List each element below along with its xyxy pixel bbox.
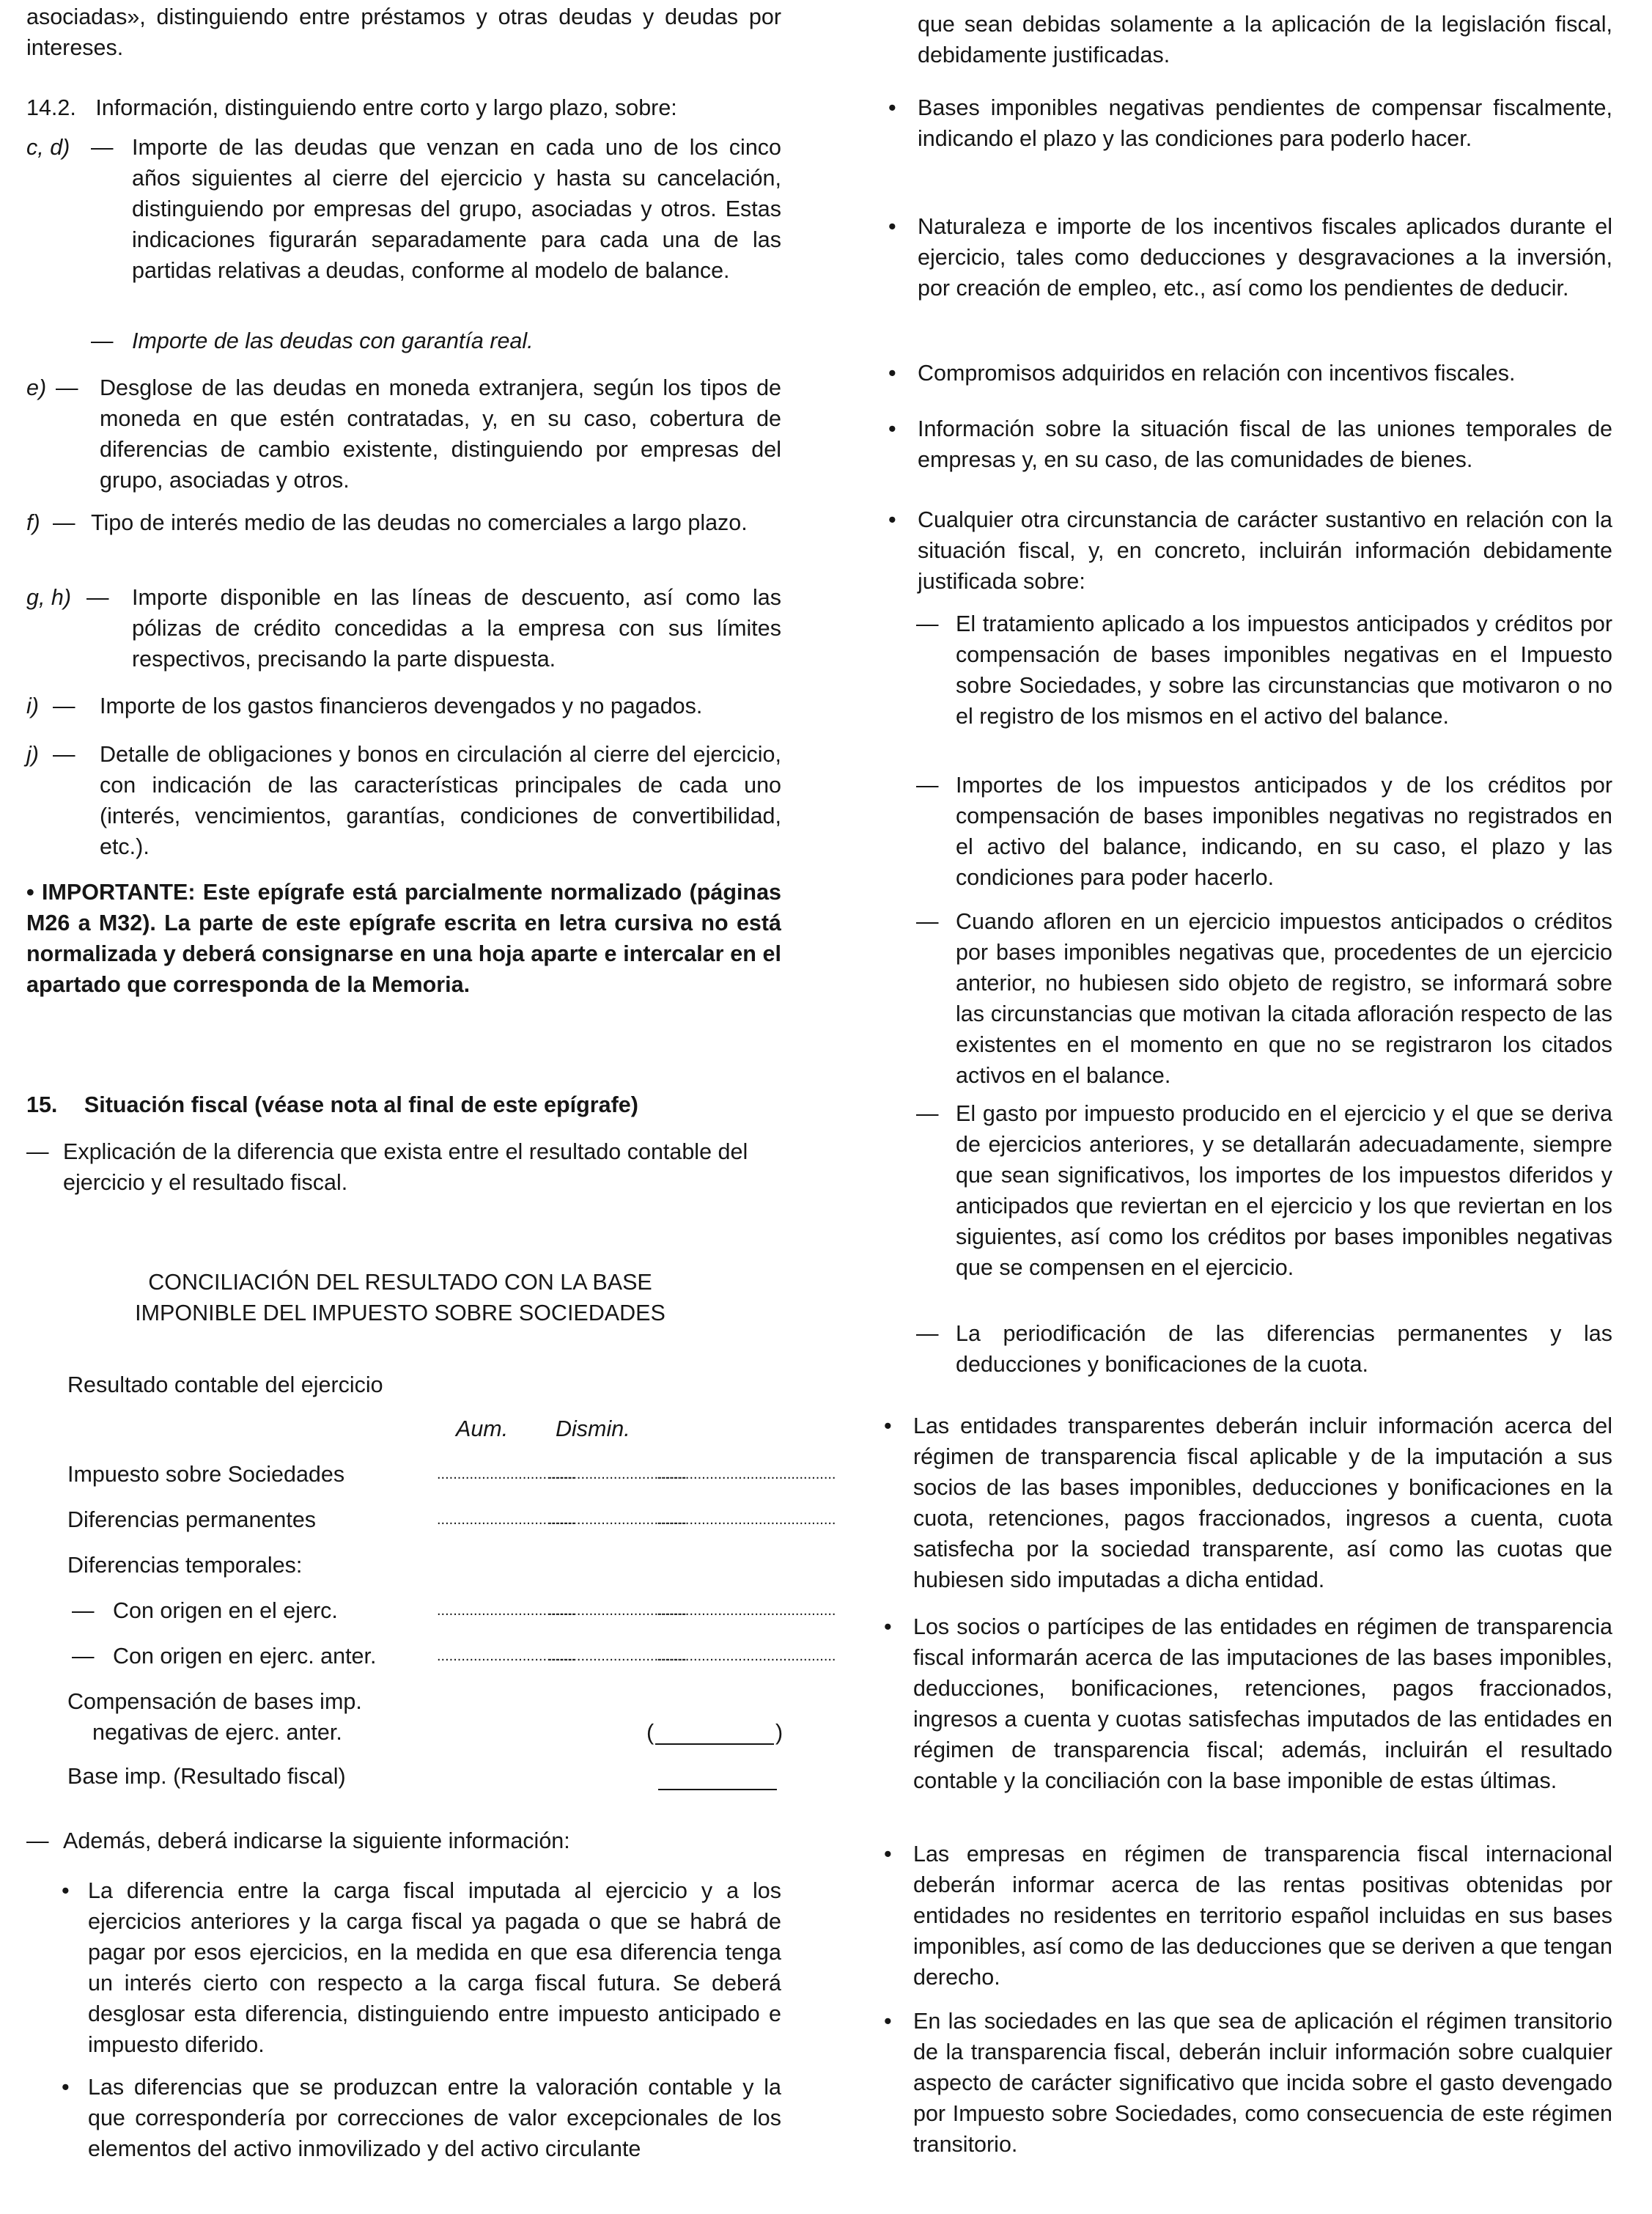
item-text: Importe disponible en las líneas de descuento, así como las pólizas de crédito concedidas a la empresa con sus límites respectivos, precisando la parte dispuesta. [132,585,781,672]
table-row [26,1686,781,1748]
section-15-heading [26,1089,781,1120]
table-row [26,1641,836,1671]
col-header-aum: Aum. [456,1416,509,1441]
item-text: Además, deberá indicarse la siguiente información: [63,1828,570,1853]
dotted-field: .................................. [437,1603,575,1619]
bullet-icon: • [884,1614,892,1639]
item-text: Importe de las deudas con garantía real. [132,328,534,353]
bullet-icon: • [888,507,896,532]
dash-icon: — [916,909,939,934]
bullet-text: Cualquier otra circunstancia de carácter sustantivo en relación con la situación fiscal, y, en concreto, incluirán información debidamente justificada sobre: [918,507,1612,594]
item-label: g, h) [26,585,72,610]
list-item [26,507,781,538]
list-item [26,326,781,356]
bullet-icon: • [62,1878,70,1903]
dash-icon: — [916,1101,939,1126]
dash-item [916,770,1612,893]
dotted-field: .................................. [548,1466,687,1482]
bullet-item [884,2006,1612,2160]
row-dash: — [72,1598,95,1623]
dotted-field: ............................................ [657,1512,836,1528]
dotted-field: .................................. [548,1512,687,1528]
dash-item [916,608,1612,732]
dash-text: La periodificación de las diferencias permanentes y las deducciones y bonificaciones de la cuota. [956,1321,1612,1377]
item-dash: — [53,694,75,718]
item-label: f) [26,510,40,535]
item-label: i) [26,694,39,718]
dotted-field: .................................. [437,1466,575,1482]
row-dash: — [72,1644,95,1669]
dotted-field: .................................. [437,1512,575,1528]
row-label: negativas de ejerc. anter. [92,1720,342,1745]
bullet-text: Los socios o partícipes de las entidades en régimen de transparencia fiscal informarán acerca de las imputaciones de las bases imponibles, deducciones, bonificaciones, retenciones, pagos fraccionados, ingresos a cuenta y cuotas satisfechas imputados de las entidades en régimen de transparencia fiscal; además, incluirán el resultado contable y la conciliación con la base imponible de estas últimas. [913,1614,1612,1793]
bullet-icon: • [888,214,896,239]
dash-text: Cuando afloren en un ejercicio impuestos anticipados o créditos por bases imponibles negativas que, procedentes de un ejercicio anterior, no hubiesen sido objeto de registro, se informará sobre las circunstancias que motivan la citada afloración respecto de las existentes en el momento en que no se registraron los citados activos en el balance. [956,909,1612,1088]
table-title-line: IMPONIBLE DEL IMPUESTO SOBRE SOCIEDADES [135,1301,665,1325]
row-label: Impuesto sobre Sociedades [67,1462,345,1487]
table-row [26,1459,836,1490]
dash-icon: — [916,1321,939,1346]
list-item [26,372,781,496]
bullet-text: La diferencia entre la carga fiscal imputada al ejercicio y a los ejercicios anteriores y la carga fiscal ya pagada o que se habrá de pagar por esos ejercicios, en la medida en que esa diferencia tenga un interés cierto con respecto a la carga fiscal futura. Se deberá desglosar esta diferencia, distinguiendo entre impuesto anticipado e impuesto diferido. [88,1878,781,2057]
bullet-icon: • [888,361,896,386]
item-label: e) [26,375,47,400]
paren-close: ) [775,1720,783,1745]
input-line [658,1789,777,1790]
list-item [26,582,781,674]
bullet-icon: • [884,1842,892,1867]
list-item [26,1825,781,1856]
section-number: 14.2. [26,95,76,120]
item-text: Detalle de obligaciones y bonos en circulación al cierre del ejercicio, con indicación de las características principales de cada uno (interés, vencimientos, garantías, condiciones de convertibilidad, etc.). [100,742,781,859]
list-item [26,691,781,721]
bullet-item [888,504,1612,597]
item-text: Desglose de las deudas en moneda extranjera, según los tipos de moneda en que estén contratadas, y, en su caso, cobertura de diferencias de cambio existente, distinguiendo por empresas del grupo, asociadas y otros. [100,375,781,493]
bullet-item [884,1611,1612,1796]
dash-icon: — [916,773,939,798]
bullet-item [888,413,1612,475]
bullet-text: Las empresas en régimen de transparencia fiscal internacional deberán informar acerca de las rentas positivas obtenidas por entidades no residentes en territorio español incluidas en sus bases imponibles, así como de las deducciones que se deriven a que tengan derecho. [913,1842,1612,1990]
bullet-item [888,211,1612,304]
row-label: Con origen en ejerc. anter. [113,1644,377,1669]
input-line [655,1743,774,1745]
section-number: 15. [26,1092,58,1117]
item-text: Explicación de la diferencia que exista entre el resultado contable del ejercicio y el resultado fiscal. [63,1139,748,1195]
table-title [26,1267,774,1328]
dotted-field: ............................................ [657,1603,836,1619]
bullet-item [62,2072,781,2164]
table-result-label: Resultado contable del ejercicio [67,1372,383,1397]
bullet-item [888,92,1612,154]
paren-open: ( [646,1720,654,1745]
bullet-text: Información sobre la situación fiscal de las uniones temporales de empresas y, en su caso, de las comunidades de bienes. [918,416,1612,472]
section-text: Información, distinguiendo entre corto y largo plazo, sobre: [95,95,677,120]
bullet-text: Las diferencias que se produzcan entre la valoración contable y la que correspondería por correcciones de valor excepcionales de los elementos del activo inmovilizado y del activo circulante [88,2075,781,2161]
important-note: • IMPORTANTE: Este epígrafe está parcialmente normalizado (páginas M26 a M32). La parte de este epígrafe escrita en letra cursiva no está normalizada y deberá consignarse en una hoja aparte e intercalar en el apartado que corresponda de la Memoria. [26,880,781,997]
item-text: Importe de las deudas que venzan en cada uno de los cinco años siguientes al cierre del ejercicio y hasta su cancelación, distinguiendo por empresas del grupo, asociadas y otros. Estas indicaciones figurarán separadamente para cada una de las partidas relativas a deudas, conforme al modelo de balance. [132,135,781,283]
item-dash: — [91,135,114,160]
item-dash: — [56,375,78,400]
table-row [26,1595,836,1626]
row-label: Compensación de bases imp. [67,1689,362,1714]
item-dash: — [53,742,75,767]
bullet-text: Las entidades transparentes deberán incluir información acerca del régimen de transparencia fiscal aplicable y de la imputación a sus socios de las bases imponibles, deducciones y bonificaciones en la cuota, retenciones, pagos fraccionados, ingresos a cuenta, cuota satisfecha por la sociedad transparente, así como las cuotas que hubiesen sido imputadas a dicha entidad. [913,1413,1612,1592]
bullet-text: En las sociedades en las que sea de aplicación el régimen transitorio de la transparencia fiscal, deberán incluir información sobre cualquier aspecto de carácter significativo que incida sobre el gasto devengado por Impuesto sobre Sociedades, como consecuencia de este régimen transitorio. [913,2009,1612,2157]
intro-paragraph: asociadas», distinguiendo entre préstamos y otras deudas y deudas por intereses. [26,4,781,60]
bullet-item [888,358,1612,389]
dotted-field: .................................. [548,1648,687,1664]
dash-item [916,1098,1612,1283]
row-label: Diferencias temporales: [67,1553,303,1578]
item-text: Tipo de interés medio de las deudas no comerciales a largo plazo. [91,510,748,535]
bullet-item [62,1875,781,2060]
table-row [26,1761,781,1792]
item-dash: — [26,1139,49,1164]
bullet-icon: • [884,1413,892,1438]
bullet-item [884,1411,1612,1595]
item-label: c, d) [26,135,70,160]
dotted-field: ............................................ [657,1648,836,1664]
item-dash: — [91,328,114,353]
list-item [26,132,781,286]
dotted-field: .................................. [548,1603,687,1619]
item-label: j) [26,742,39,767]
bullet-item [884,1839,1612,1993]
col-header-dismin: Dismin. [556,1416,630,1441]
bullet-icon: • [888,416,896,441]
dotted-field: .................................. [437,1648,575,1664]
dash-text: El gasto por impuesto producido en el ejercicio y el que se deriva de ejercicios anteriores, y se detallarán adecuadamente, siempre que sean significativos, los importes de los impuestos diferidos y anticipados que reviertan en el ejercicio y los que reviertan en los siguientes, así como los créditos por bases imponibles negativas que se compensen en el ejercicio. [956,1101,1612,1280]
item-dash: — [86,585,109,610]
item-dash: — [53,510,75,535]
row-label: Con origen en el ejerc. [113,1598,338,1623]
dash-text: El tratamiento aplicado a los impuestos anticipados y créditos por compensación de bases imponibles negativas en el Impuesto sobre Sociedades, y sobre las circunstancias que motivaron o no el registro de los mismos en el activo del balance. [956,611,1612,729]
table-title-line: CONCILIACIÓN DEL RESULTADO CON LA BASE [148,1270,652,1295]
bullet-text: Bases imponibles negativas pendientes de compensar fiscalmente, indicando el plazo y las condiciones para poderlo hacer. [918,95,1612,151]
dash-text: Importes de los impuestos anticipados y de los créditos por compensación de bases imponibles negativas no registrados en el activo del balance, indicando, en su caso, el plazo y las condiciones para poder hacerlo. [956,773,1612,890]
bullet-icon: • [62,2075,70,2100]
table-row [26,1504,836,1535]
section-title: Situación fiscal (véase nota al final de este epígrafe) [84,1092,638,1117]
item-text: Importe de los gastos financieros devengados y no pagados. [100,694,703,718]
dash-item [916,1318,1612,1380]
bullet-text: Compromisos adquiridos en relación con incentivos fiscales. [918,361,1516,386]
row-label: Base imp. (Resultado fiscal) [67,1764,346,1789]
dotted-field: ............................................ [657,1466,836,1482]
bullet-icon: • [888,95,896,120]
row-label: Diferencias permanentes [67,1507,317,1532]
dash-item [916,906,1612,1091]
table-row [26,1550,781,1581]
dash-icon: — [916,611,939,636]
section-14-2-heading [26,92,781,123]
item-dash: — [26,1828,49,1853]
list-item [26,1136,781,1198]
list-item [26,739,781,862]
bullet-text: Naturaleza e importe de los incentivos fiscales aplicados durante el ejercicio, tales como deducciones y desgravaciones a la inversión, por creación de empleo, etc., así como los pendientes de deducir. [918,214,1612,301]
bullet-icon: • [884,2009,892,2034]
continuation-paragraph: que sean debidas solamente a la aplicación de la legislación fiscal, debidamente justificadas. [918,12,1612,67]
